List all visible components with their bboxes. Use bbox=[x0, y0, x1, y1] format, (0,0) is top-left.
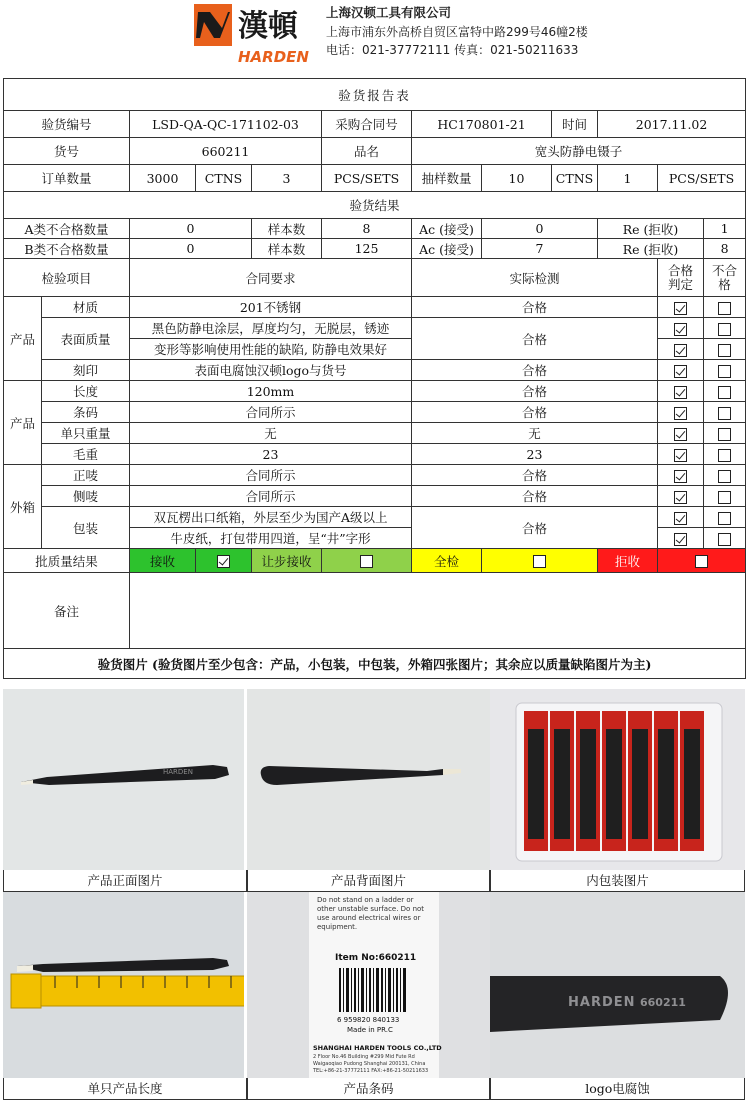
packing-pass-checkbox-2[interactable] bbox=[674, 533, 687, 546]
row-surface-label: 表面质量 bbox=[42, 318, 130, 360]
warning-line-4: equipment. bbox=[317, 923, 358, 931]
logo-brand-text: HARDEN bbox=[238, 48, 309, 66]
footer-company: SHANGHAI HARDEN TOOLS CO.,LTD bbox=[313, 1044, 442, 1052]
class-a-count: 0 bbox=[130, 219, 252, 239]
row-length-pass-cell bbox=[658, 381, 704, 402]
contract-label: 采购合同号 bbox=[322, 111, 412, 138]
row-unit-weight-pass-cell bbox=[658, 423, 704, 444]
footer-addr-1: 2 Floor No.46 Building #299 Mid Fute Rd bbox=[313, 1054, 415, 1060]
row-unit-weight-req: 无 bbox=[130, 423, 412, 444]
row-marking-label: 刻印 bbox=[42, 360, 130, 381]
sample-ctns-value: 1 bbox=[598, 165, 658, 192]
company-info bbox=[326, 4, 588, 60]
order-pcs-label: PCS/SETS bbox=[322, 165, 412, 192]
row-packing-fail-cell-2 bbox=[704, 528, 746, 549]
item-no-text: Item No:660211 bbox=[335, 953, 417, 963]
group-product-1: 产品 bbox=[4, 297, 42, 381]
row-length-label: 长度 bbox=[42, 381, 130, 402]
company-contact: 电话：021-37772111 传真：021-50211633 bbox=[326, 43, 579, 57]
row-marking-fail-cell bbox=[704, 360, 746, 381]
row-packing-req-2: 牛皮纸，打包带用四道，呈“井”字形 bbox=[130, 528, 412, 549]
row-material-actual: 合格 bbox=[412, 297, 658, 318]
group-carton: 外箱 bbox=[4, 465, 42, 549]
remarks-label: 备注 bbox=[4, 573, 130, 649]
barcode-digits: 6 959820 840133 bbox=[337, 1016, 400, 1024]
surface-pass-checkbox-1[interactable] bbox=[674, 323, 687, 336]
company-name: 上海汉顿工具有限公司 bbox=[326, 5, 452, 20]
row-barcode-req: 合同所示 bbox=[130, 402, 412, 423]
batch-accept-cell bbox=[196, 549, 252, 573]
row-barcode-label: 条码 bbox=[42, 402, 130, 423]
row-packing-label: 包装 bbox=[42, 507, 130, 549]
class-b-sample: 125 bbox=[322, 239, 412, 259]
row-material-label: 材质 bbox=[42, 297, 130, 318]
row-surface-pass-cell-2 bbox=[658, 339, 704, 360]
batch-reject-cell bbox=[658, 549, 746, 573]
row-front-mark-req: 合同所示 bbox=[130, 465, 412, 486]
sample-qty-value: 10 bbox=[482, 165, 552, 192]
caption-barcode: 产品条码 bbox=[247, 1078, 490, 1100]
batch-reject-checkbox[interactable] bbox=[695, 555, 708, 568]
row-front-mark-fail-cell bbox=[704, 465, 746, 486]
class-a-re-label: Re (拒收) bbox=[598, 219, 704, 239]
row-marking-actual: 合格 bbox=[412, 360, 658, 381]
order-qty-value: 3000 bbox=[130, 165, 196, 192]
length-fail-checkbox[interactable] bbox=[718, 386, 731, 399]
material-fail-checkbox[interactable] bbox=[718, 302, 731, 315]
front-mark-pass-checkbox[interactable] bbox=[674, 470, 687, 483]
row-gross-weight-pass-cell bbox=[658, 444, 704, 465]
front-engraving-brand: HARDEN bbox=[163, 768, 193, 776]
barcode-pass-checkbox[interactable] bbox=[674, 407, 687, 420]
class-b-re: 8 bbox=[704, 239, 746, 259]
photo-logo bbox=[490, 892, 745, 1078]
row-gross-weight-fail-cell bbox=[704, 444, 746, 465]
photo-barcode bbox=[247, 892, 490, 1078]
item-no-label: 货号 bbox=[4, 138, 130, 165]
front-mark-fail-checkbox[interactable] bbox=[718, 470, 731, 483]
row-material-pass-cell bbox=[658, 297, 704, 318]
row-length-actual: 合格 bbox=[412, 381, 658, 402]
row-surface-req-1: 黑色防静电涂层，厚度均匀，无脱层，锈迹 bbox=[130, 318, 412, 339]
row-barcode-pass-cell bbox=[658, 402, 704, 423]
row-packing-actual: 合格 bbox=[412, 507, 658, 549]
class-a-label: A类不合格数量 bbox=[4, 219, 130, 239]
surface-fail-checkbox-1[interactable] bbox=[718, 323, 731, 336]
class-b-sample-label: 样本数 bbox=[252, 239, 322, 259]
unit-weight-pass-checkbox[interactable] bbox=[674, 428, 687, 441]
row-length-fail-cell bbox=[704, 381, 746, 402]
header-requirement: 合同要求 bbox=[130, 259, 412, 297]
class-a-sample-label: 样本数 bbox=[252, 219, 322, 239]
surface-fail-checkbox-2[interactable] bbox=[718, 344, 731, 357]
batch-full-label: 全检 bbox=[412, 549, 482, 573]
row-front-mark-label: 正唛 bbox=[42, 465, 130, 486]
product-name-label: 品名 bbox=[322, 138, 412, 165]
header-actual: 实际检测 bbox=[412, 259, 658, 297]
row-packing-pass-cell-2 bbox=[658, 528, 704, 549]
made-in-text: Made in PR.C bbox=[347, 1026, 393, 1034]
class-b-label: B类不合格数量 bbox=[4, 239, 130, 259]
logo-engraving-brand: HARDEN bbox=[568, 995, 636, 1010]
caption-inner-pack: 内包装图片 bbox=[490, 870, 745, 892]
unit-weight-fail-checkbox[interactable] bbox=[718, 428, 731, 441]
row-marking-req: 表面电腐蚀汉顿logo与货号 bbox=[130, 360, 412, 381]
photo-note: 验货图片 (验货图片至少包含：产品，小包装，中包装，外箱四张图片；其余应以质量缺陷图片为主) bbox=[4, 649, 746, 679]
row-packing-req-1: 双瓦楞出口纸箱，外层至少为国产A级以上 bbox=[130, 507, 412, 528]
row-length-req: 120mm bbox=[130, 381, 412, 402]
material-pass-checkbox[interactable] bbox=[674, 302, 687, 315]
sample-pcs-label: PCS/SETS bbox=[658, 165, 746, 192]
caption-length: 单只产品长度 bbox=[3, 1078, 247, 1100]
row-barcode-fail-cell bbox=[704, 402, 746, 423]
caption-logo: logo电腐蚀 bbox=[490, 1078, 745, 1100]
header-inspection-item: 检验项目 bbox=[4, 259, 130, 297]
warning-line-2: other unstable surface. Do not bbox=[317, 905, 425, 913]
class-a-ac-label: Ac (接受) bbox=[412, 219, 482, 239]
warning-line-3: use around electrical wires or bbox=[317, 914, 421, 922]
sample-qty-label: 抽样数量 bbox=[412, 165, 482, 192]
side-mark-fail-checkbox[interactable] bbox=[718, 491, 731, 504]
logo-engraving-code: 660211 bbox=[640, 996, 686, 1009]
row-barcode-actual: 合格 bbox=[412, 402, 658, 423]
gross-weight-pass-checkbox[interactable] bbox=[674, 449, 687, 462]
contract-value: HC170801-21 bbox=[412, 111, 552, 138]
row-surface-req-2: 变形等影响使用性能的缺陷, 防静电效果好 bbox=[130, 339, 412, 360]
packing-fail-checkbox-2[interactable] bbox=[718, 533, 731, 546]
result-header: 验货结果 bbox=[4, 192, 746, 219]
batch-conditional-label: 让步接收 bbox=[252, 549, 322, 573]
surface-pass-checkbox-2[interactable] bbox=[674, 344, 687, 357]
row-gross-weight-req: 23 bbox=[130, 444, 412, 465]
class-b-re-label: Re (拒收) bbox=[598, 239, 704, 259]
photo-inner-pack bbox=[490, 689, 745, 870]
row-side-mark-req: 合同所示 bbox=[130, 486, 412, 507]
caption-back: 产品背面图片 bbox=[247, 870, 490, 892]
row-side-mark-label: 侧唛 bbox=[42, 486, 130, 507]
row-front-mark-actual: 合格 bbox=[412, 465, 658, 486]
group-product-2: 产品 bbox=[4, 381, 42, 465]
footer-tel: TEL:+86-21-37772111 FAX:+86-21-50211633 bbox=[313, 1068, 429, 1074]
time-label: 时间 bbox=[552, 111, 598, 138]
batch-accept-checkbox[interactable] bbox=[217, 555, 230, 568]
harden-logo bbox=[192, 2, 326, 66]
row-unit-weight-actual: 无 bbox=[412, 423, 658, 444]
batch-conditional-cell bbox=[322, 549, 412, 573]
photo-front bbox=[3, 689, 244, 870]
class-a-re: 1 bbox=[704, 219, 746, 239]
photo-length bbox=[3, 892, 244, 1078]
side-mark-pass-checkbox[interactable] bbox=[674, 491, 687, 504]
row-material-req: 201不锈钢 bbox=[130, 297, 412, 318]
batch-accept-label: 接收 bbox=[130, 549, 196, 573]
batch-result-label: 批质量结果 bbox=[4, 549, 130, 573]
order-ctns-label: CTNS bbox=[196, 165, 252, 192]
class-a-ac: 0 bbox=[482, 219, 598, 239]
barcode-fail-checkbox[interactable] bbox=[718, 407, 731, 420]
inspection-report-table bbox=[3, 78, 746, 679]
inspection-no-value: LSD-QA-QC-171102-03 bbox=[130, 111, 322, 138]
class-a-sample: 8 bbox=[322, 219, 412, 239]
caption-front: 产品正面图片 bbox=[3, 870, 247, 892]
product-name-value: 宽头防静电镊子 bbox=[412, 138, 746, 165]
sample-ctns-label: CTNS bbox=[552, 165, 598, 192]
batch-conditional-checkbox[interactable] bbox=[360, 555, 373, 568]
remarks-field[interactable] bbox=[130, 573, 746, 649]
row-side-mark-pass-cell bbox=[658, 486, 704, 507]
packing-fail-checkbox-1[interactable] bbox=[718, 512, 731, 525]
row-side-mark-fail-cell bbox=[704, 486, 746, 507]
class-b-count: 0 bbox=[130, 239, 252, 259]
row-gross-weight-label: 毛重 bbox=[42, 444, 130, 465]
row-surface-fail-cell-2 bbox=[704, 339, 746, 360]
time-value: 2017.11.02 bbox=[598, 111, 746, 138]
report-title: 验货报告表 bbox=[4, 79, 746, 111]
row-surface-actual: 合格 bbox=[412, 318, 658, 360]
logo-chinese-text: 漢頓 bbox=[238, 9, 298, 44]
marking-pass-checkbox[interactable] bbox=[674, 365, 687, 378]
photo-back bbox=[247, 689, 490, 870]
row-packing-fail-cell-1 bbox=[704, 507, 746, 528]
row-gross-weight-actual: 23 bbox=[412, 444, 658, 465]
class-b-ac-label: Ac (接受) bbox=[412, 239, 482, 259]
footer-addr-2: Waigaoqiao Pudong Shanghai 200131, China bbox=[313, 1061, 426, 1067]
row-surface-pass-cell-1 bbox=[658, 318, 704, 339]
batch-full-checkbox[interactable] bbox=[533, 555, 546, 568]
letterhead bbox=[0, 0, 750, 70]
row-unit-weight-label: 单只重量 bbox=[42, 423, 130, 444]
length-pass-checkbox[interactable] bbox=[674, 386, 687, 399]
header-pass: 合格 判定 bbox=[658, 259, 704, 297]
class-b-ac: 7 bbox=[482, 239, 598, 259]
row-side-mark-actual: 合格 bbox=[412, 486, 658, 507]
row-packing-pass-cell-1 bbox=[658, 507, 704, 528]
order-ctns-value: 3 bbox=[252, 165, 322, 192]
marking-fail-checkbox[interactable] bbox=[718, 365, 731, 378]
gross-weight-fail-checkbox[interactable] bbox=[718, 449, 731, 462]
row-material-fail-cell bbox=[704, 297, 746, 318]
row-surface-fail-cell-1 bbox=[704, 318, 746, 339]
header-fail: 不合 格 bbox=[704, 259, 746, 297]
order-qty-label: 订单数量 bbox=[4, 165, 130, 192]
item-no-value: 660211 bbox=[130, 138, 322, 165]
batch-full-cell bbox=[482, 549, 598, 573]
row-unit-weight-fail-cell bbox=[704, 423, 746, 444]
warning-line-1: Do not stand on a ladder or bbox=[317, 896, 414, 904]
photo-grid bbox=[3, 689, 745, 1100]
company-address: 上海市浦东外高桥自贸区富特中路299号46幢2楼 bbox=[326, 24, 588, 39]
inspection-no-label: 验货编号 bbox=[4, 111, 130, 138]
packing-pass-checkbox-1[interactable] bbox=[674, 512, 687, 525]
row-front-mark-pass-cell bbox=[658, 465, 704, 486]
batch-reject-label: 拒收 bbox=[598, 549, 658, 573]
row-marking-pass-cell bbox=[658, 360, 704, 381]
